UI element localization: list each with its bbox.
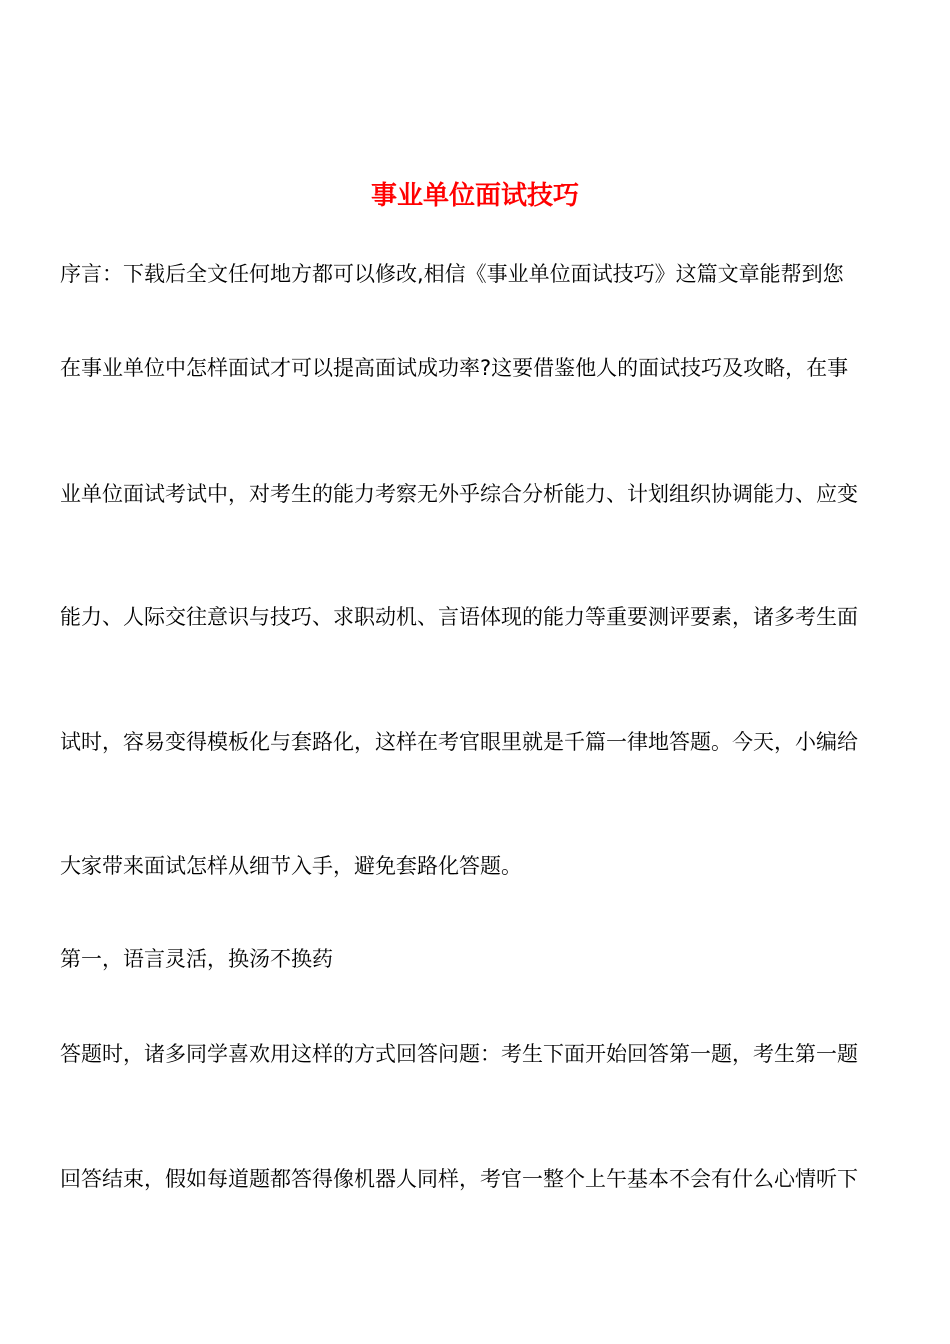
section-heading-1: 第一，语言灵活，换汤不换药 <box>60 947 333 971</box>
paragraph-line-6: 大家带来面试怎样从细节入手，避免套路化答题。 <box>60 854 522 878</box>
paragraph-line-8: 回答结束，假如每道题都答得像机器人同样，考官一整个上午基本不会有什么心情听下 <box>60 1167 858 1191</box>
document-title: 事业单位面试技巧 <box>370 181 579 211</box>
paragraph-line-2: 在事业单位中怎样面试才可以提高面试成功率?这要借鉴他人的面试技巧及攻略，在事 <box>60 356 849 380</box>
paragraph-line-4: 能力、人际交往意识与技巧、求职动机、言语体现的能力等重要测评要素，诸多考生面 <box>60 605 858 629</box>
paragraph-line-7: 答题时，诸多同学喜欢用这样的方式回答问题：考生下面开始回答第一题，考生第一题 <box>60 1042 858 1066</box>
paragraph-line-1: 序言：下载后全文任何地方都可以修改,相信《事业单位面试技巧》这篇文章能帮到您 <box>60 262 844 286</box>
paragraph-line-3: 业单位面试考试中，对考生的能力考察无外乎综合分析能力、计划组织协调能力、应变 <box>60 482 858 506</box>
paragraph-line-5: 试时，容易变得模板化与套路化，这样在考官眼里就是千篇一律地答题。今天，小编给 <box>60 730 858 754</box>
